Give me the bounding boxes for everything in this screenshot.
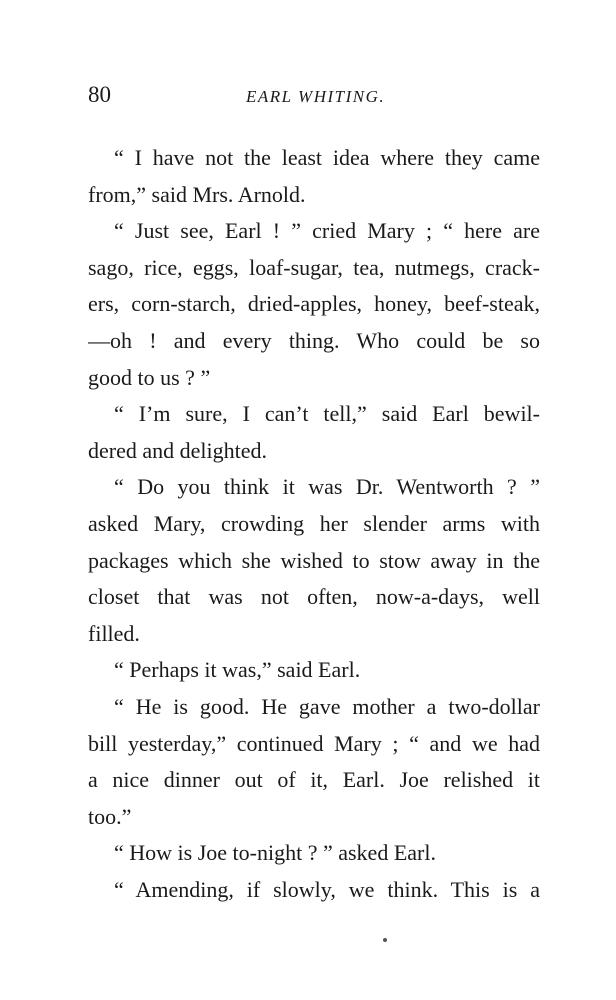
body-text	[88, 140, 540, 908]
text-line: “ I’m sure, I can’t tell,” said Earl bewil-	[114, 401, 540, 427]
text-line: too.”	[88, 803, 132, 829]
text-line: “ He is good. He gave mother a two-dollar	[114, 693, 540, 719]
text-line: ers, corn-starch, dried-apples, honey, beef-steak,	[88, 291, 540, 317]
text-line: asked Mary, crowding her slender arms with	[88, 510, 540, 536]
text-line: “ I have not the least idea where they came	[114, 145, 540, 170]
text-line: —oh ! and every thing. Who could be so	[88, 327, 540, 353]
text-line: sago, rice, eggs, loaf-sugar, tea, nutmegs, crack-	[88, 254, 540, 280]
text-line: “ How is Joe to-night ? ” asked Earl.	[114, 840, 436, 866]
text-line: packages which she wished to stow away in the	[88, 547, 540, 573]
text-line: good to us ? ”	[88, 364, 211, 390]
text-line: “ Perhaps it was,” said Earl.	[114, 657, 361, 683]
text-line: closet that was not often, now-a-days, well	[88, 584, 540, 610]
text-line: dered and delighted.	[88, 437, 267, 463]
text-line: “ Amending, if slowly, we think. This is a	[114, 876, 540, 902]
page-header	[0, 82, 616, 112]
page-number: 80	[88, 82, 111, 107]
text-line: filled.	[88, 620, 140, 646]
text-line: bill yesterday,” continued Mary ; “ and we had	[88, 730, 540, 756]
text-line: from,” said Mrs. Arnold.	[88, 181, 306, 207]
text-line: a nice dinner out of it, Earl. Joe relished it	[88, 767, 540, 793]
text-line: “ Do you think it was Dr. Wentworth ? ”	[114, 474, 540, 500]
ink-speck	[383, 938, 387, 942]
running-title: EARL WHITING.	[246, 87, 386, 106]
text-line: “ Just see, Earl ! ” cried Mary ; “ here are	[114, 218, 540, 244]
